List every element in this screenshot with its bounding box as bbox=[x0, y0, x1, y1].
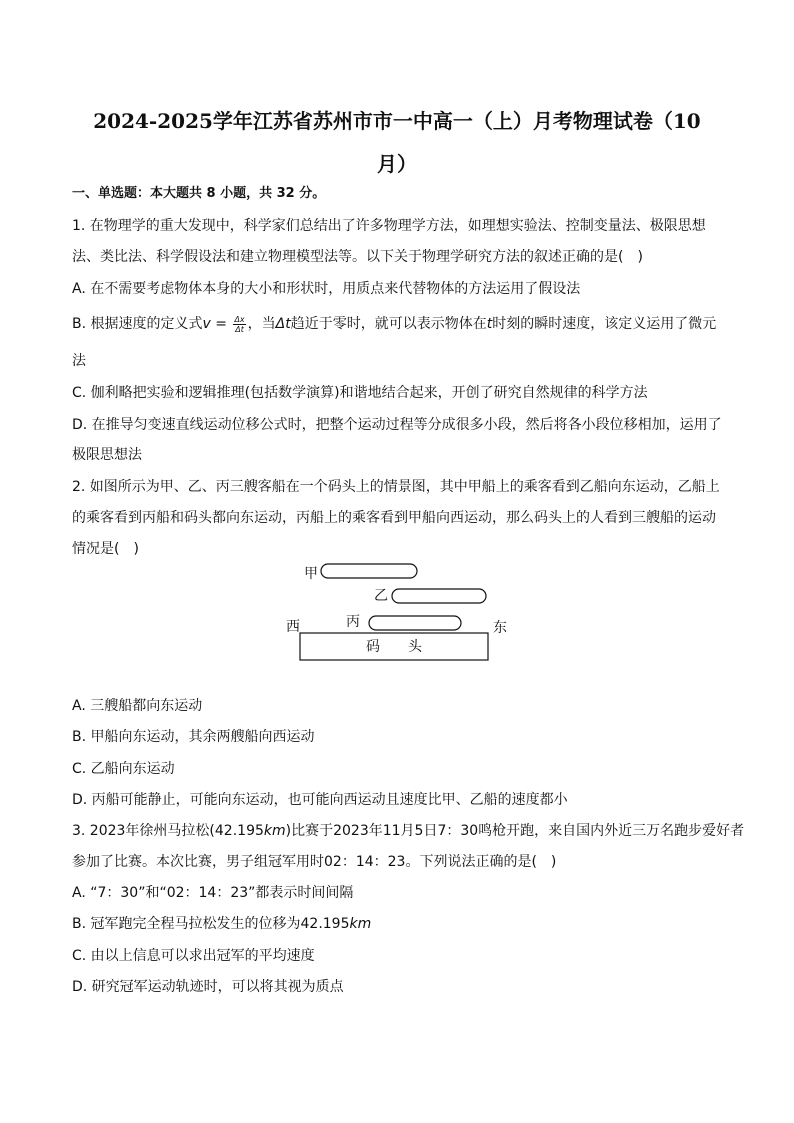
q3-option-b bbox=[72, 914, 722, 934]
q1-option-c: C. 伽利略把实验和逻辑推理(包括数学演算)和谐地结合起来，开创了研究自然规律的科学方法 bbox=[72, 385, 648, 401]
boat-yi bbox=[392, 589, 486, 603]
q3-stem-prefix: 3. 2023年徐州马拉松(42.195 bbox=[72, 823, 264, 839]
east-label: 东 bbox=[493, 620, 507, 636]
boat-bing-label: 丙 bbox=[346, 614, 360, 630]
boat-yi-label: 乙 bbox=[374, 588, 388, 604]
q1-b-dt: Δt bbox=[275, 316, 291, 332]
exam-title bbox=[70, 100, 724, 186]
q1-b-denominator: Δt bbox=[235, 324, 244, 334]
section-header: 一、单选题：本大题共 8 小题，共 32 分。 bbox=[72, 186, 326, 201]
q1-b-v: v bbox=[202, 316, 211, 332]
q3-stem-suffix: )比赛于2023年11月5日7：30鸣枪开跑，来自国内外近三万名跑步爱好者 bbox=[285, 823, 745, 839]
q1-option-b-line-2: 法 bbox=[72, 353, 86, 369]
q3-option-d: D. 研究冠军运动轨迹时，可以将其视为质点 bbox=[72, 979, 344, 995]
q1-option-d-line-2: 极限思想法 bbox=[72, 447, 142, 463]
title-line-2: 月） bbox=[377, 152, 417, 176]
boat-jia bbox=[321, 564, 417, 578]
q3-stem-line-1 bbox=[72, 821, 745, 841]
q2-option-d: D. 丙船可能静止，可能向东运动，也可能向西运动且速度比甲、乙船的速度都小 bbox=[72, 792, 568, 808]
q1-b-mid2: 趋近于零时，就可以表示物体在 bbox=[290, 316, 487, 332]
q1-option-d-line-1: D. 在推导匀变速直线运动位移公式时，把整个运动过程等分成很多小段，然后将各小段位移相加，运用了 bbox=[72, 417, 722, 433]
q2-stem-line-2: 的乘客看到丙船和码头都向东运动，丙船上的乘客看到甲船向西运动，那么码头上的人看到三艘船的运动 bbox=[72, 510, 716, 526]
title-line-1: 2024-2025学年江苏省苏州市市一中高一（上）月考物理试卷（10 bbox=[93, 109, 701, 133]
boat-jia-label: 甲 bbox=[304, 566, 318, 582]
q3-b-text: B. 冠军跑完全程马拉松发生的位移为42.195 bbox=[72, 916, 350, 932]
boat-bing bbox=[369, 616, 461, 630]
q3-stem-line-2: 参加了比赛。本次比赛，男子组冠军用时02：14：23。下列说法正确的是( ) bbox=[72, 854, 557, 870]
q1-b-numerator: Δx bbox=[234, 314, 245, 324]
q1-b-fraction bbox=[233, 315, 245, 334]
q1-b-t: t bbox=[486, 316, 493, 332]
q1-option-a: A. 在不需要考虑物体本身的大小和形状时，用质点来代替物体的方法运用了假设法 bbox=[72, 281, 581, 297]
q2-option-c: C. 乙船向东运动 bbox=[72, 761, 175, 777]
q1-stem-line-2: 法、类比法、科学假设法和建立物理模型法等。以下关于物理学研究方法的叙述正确的是( ) bbox=[72, 249, 643, 265]
q2-option-a: A. 三艘船都向东运动 bbox=[72, 698, 203, 714]
q3-b-km: km bbox=[349, 916, 372, 932]
dock-label: 码 头 bbox=[366, 639, 422, 655]
q1-b-prefix: B. 根据速度的定义式 bbox=[72, 316, 203, 332]
q1-stem-line-1: 1. 在物理学的重大发现中，科学家们总结出了许多物理学方法，如理想实验法、控制变量法、极限思想 bbox=[72, 218, 706, 234]
q2-stem-line-1: 2. 如图所示为甲、乙、丙三艘客船在一个码头上的情景图，其中甲船上的乘客看到乙船向东运动，乙船上 bbox=[72, 479, 720, 495]
q1-b-post: 时刻的瞬时速度，该定义运用了微元 bbox=[492, 316, 717, 332]
west-label: 西 bbox=[286, 619, 300, 635]
q2-stem-line-3: 情况是( ) bbox=[72, 541, 139, 557]
q3-option-a: A. “7：30”和“02：14：23”都表示时间间隔 bbox=[72, 885, 354, 901]
q2-option-b: B. 甲船向东运动，其余两艘船向西运动 bbox=[72, 729, 315, 745]
q1-option-b-line-1 bbox=[72, 314, 722, 334]
q3-stem-km: km bbox=[263, 823, 286, 839]
boats-dock-diagram bbox=[280, 558, 520, 668]
q1-b-eq: = bbox=[210, 316, 232, 332]
q1-b-mid: ，当 bbox=[247, 316, 276, 332]
q3-option-c: C. 由以上信息可以求出冠军的平均速度 bbox=[72, 948, 315, 964]
